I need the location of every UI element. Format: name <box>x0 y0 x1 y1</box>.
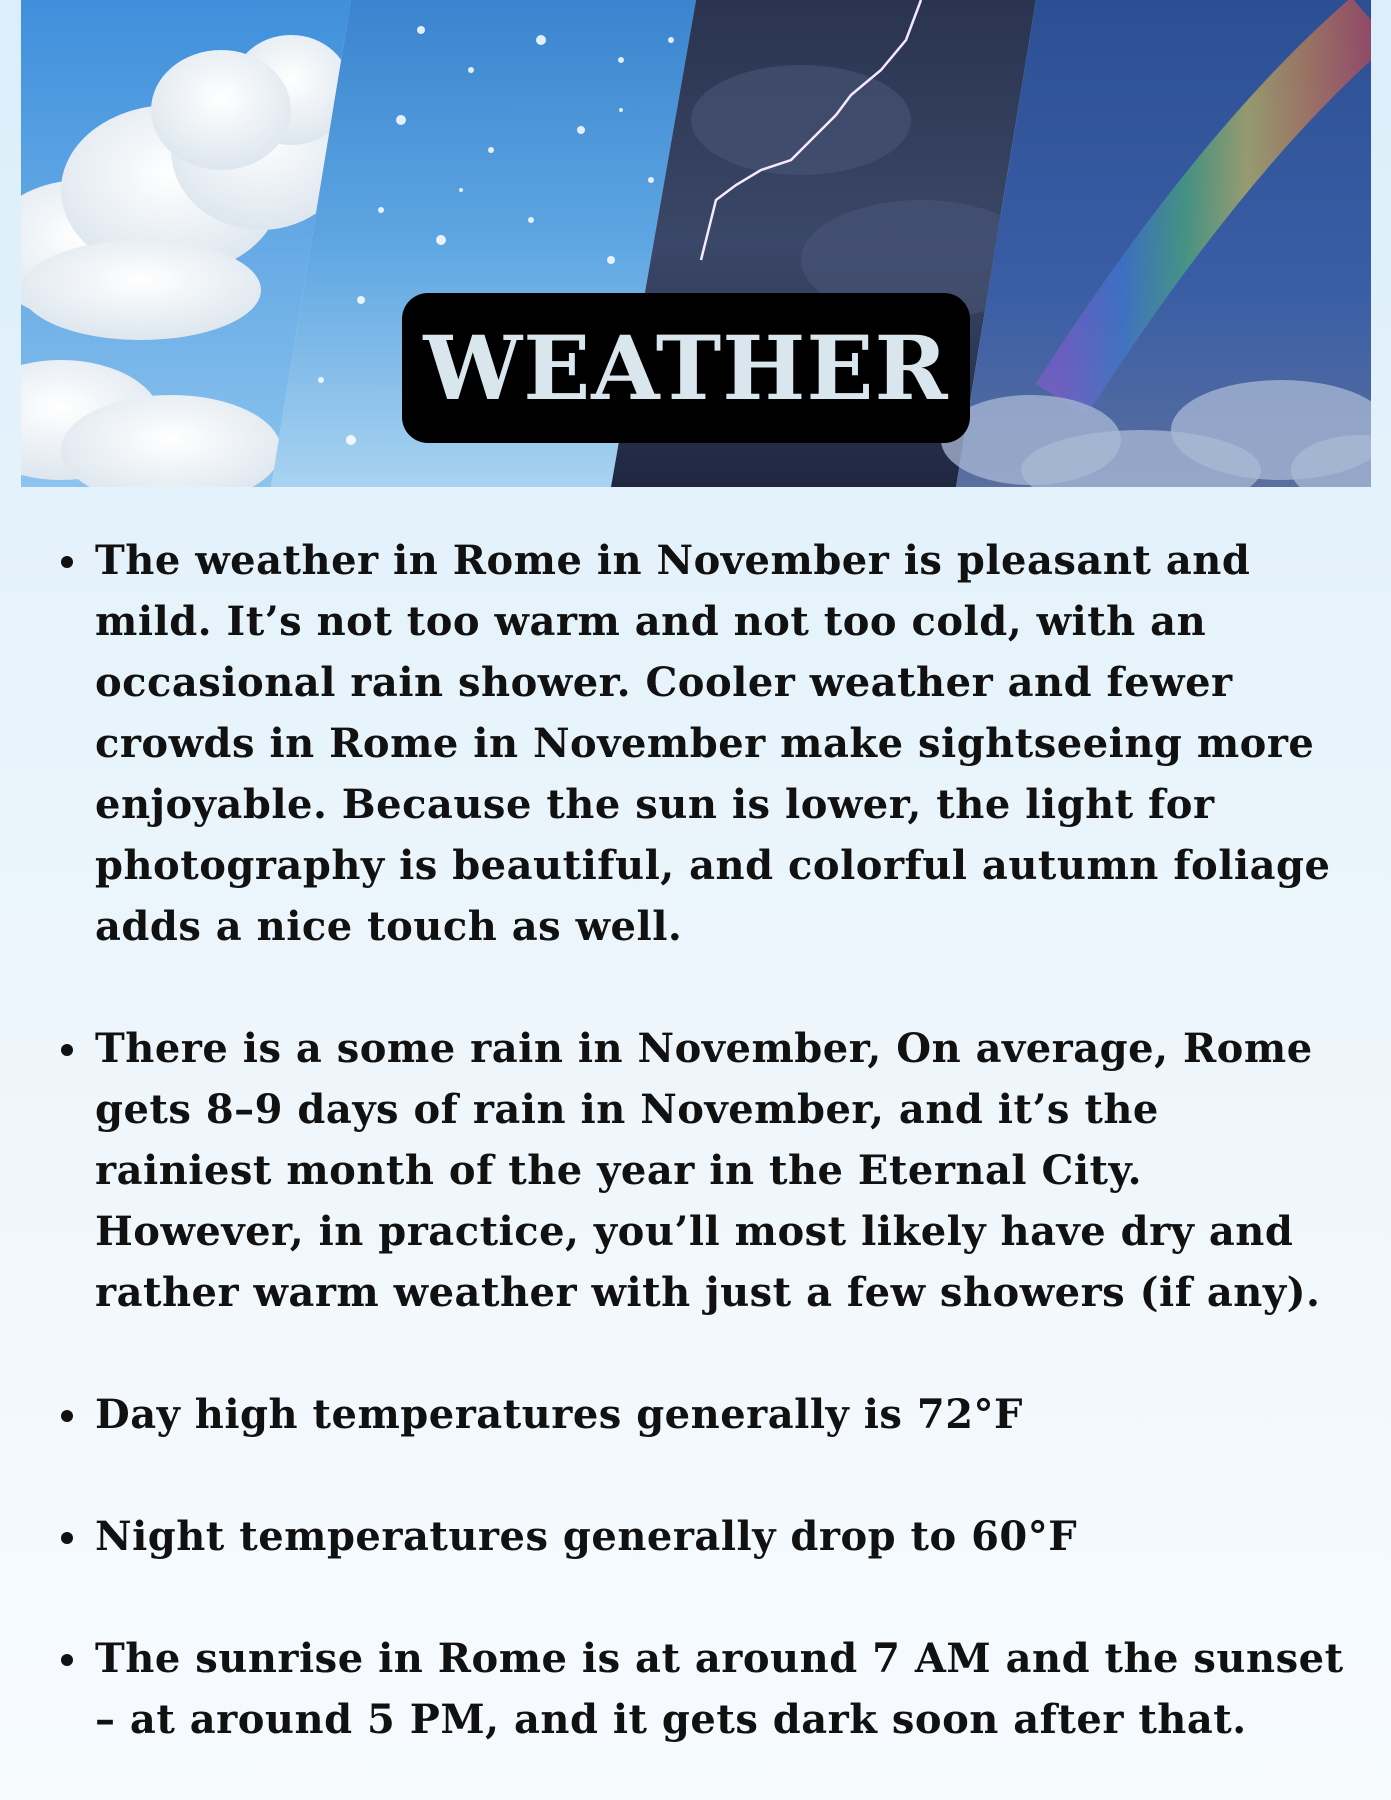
list-item <box>50 1384 1350 1445</box>
list-item <box>50 1506 1350 1567</box>
list-item <box>50 1628 1350 1750</box>
page-title: WEATHER <box>423 316 949 420</box>
weather-content <box>50 530 1350 1750</box>
bullet-text: The sunrise in Rome is at around 7 AM and the sunset – at around 5 PM, and it gets dark soon after that. <box>95 1635 1344 1743</box>
bullet-icon <box>61 1044 73 1056</box>
weather-banner <box>21 0 1371 487</box>
bullet-text: Day high temperatures generally is 72°F <box>95 1391 1023 1438</box>
bullet-text: There is a some rain in November, On average, Rome gets 8–9 days of rain in November, and it’s the rainiest month of the year in the Eternal City. However, in practice, you’ll most likely have dry and rather warm weather with just a few showers (if any). <box>95 1025 1321 1316</box>
title-box <box>402 293 970 443</box>
bullet-icon <box>61 1654 73 1666</box>
bullet-text: The weather in Rome in November is pleasant and mild. It’s not too warm and not too cold, with an occasional rain shower. Cooler weather and fewer crowds in Rome in November make sightseeing more enjoyable. Because the sun is lower, the light for photography is beautiful, and colorful autumn foliage adds a nice touch as well. <box>95 537 1331 950</box>
bullet-text: Night temperatures generally drop to 60°F <box>95 1513 1078 1560</box>
bullet-icon <box>61 1410 73 1422</box>
bullet-icon <box>61 556 73 568</box>
weather-bullet-list <box>50 530 1350 1750</box>
list-item <box>50 1018 1350 1323</box>
bullet-icon <box>61 1532 73 1544</box>
list-item <box>50 530 1350 957</box>
